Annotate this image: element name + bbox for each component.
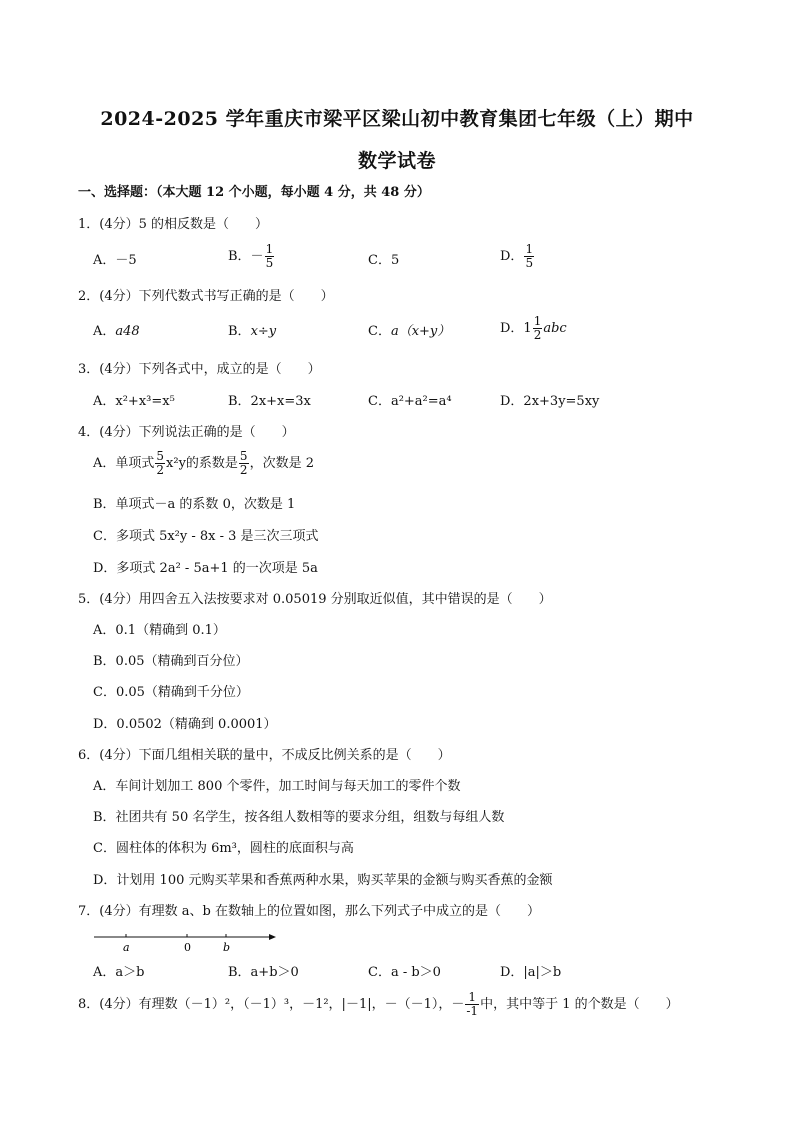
q2-c-prefix: C．	[368, 324, 391, 339]
q1-d-den: 5	[525, 256, 534, 270]
q2-option-b	[228, 323, 276, 341]
q4-a-mid: x²y的系数是	[166, 456, 238, 471]
q4-a-suffix: ，次数是 2	[249, 456, 314, 471]
q4-option-b: B．单项式－a 的系数 0，次数是 1	[93, 497, 296, 512]
question-8-stem	[78, 991, 679, 1018]
label-zero: 0	[184, 941, 191, 954]
q1-d-fraction	[524, 243, 534, 270]
q2-d-fraction	[533, 315, 543, 342]
q2-option-a	[93, 323, 140, 341]
q1-option-c: C．5	[368, 253, 400, 268]
question-4-stem: 4．(4分）下列说法正确的是（ ）	[78, 425, 295, 440]
q2-option-c	[368, 323, 450, 341]
q6-option-d: D．计划用 100 元购买苹果和香蕉两种水果，购买苹果的金额与购买香蕉的金额	[93, 873, 553, 888]
q4-a-prefix: A．单项式	[93, 456, 155, 471]
question-3-stem: 3．(4分）下列各式中，成立的是（ ）	[78, 362, 321, 377]
q1-b-num: 1	[265, 242, 274, 256]
question-5-stem: 5．(4分）用四舍五入法按要求对 0.05019 分别取近似值，其中错误的是（ ）	[78, 592, 552, 607]
q4-a-den2: 2	[239, 463, 248, 477]
q2-d-expr: abc	[543, 321, 567, 336]
q4-a-fraction-2	[239, 450, 249, 477]
q2-b-expr: x÷y	[250, 324, 277, 339]
q7-option-d: D．|a|＞b	[500, 965, 562, 980]
q1-d-prefix: D．	[500, 249, 524, 264]
q2-d-prefix: D．1	[500, 321, 532, 336]
q4-option-c: C．多项式 5x²y - 8x - 3 是三次三项式	[93, 529, 319, 544]
q4-option-d: D．多项式 2a² - 5a+1 的一次项是 5a	[93, 561, 318, 576]
q2-a-expr: a48	[115, 324, 140, 339]
q3-option-a: A．x²+x³=x⁵	[93, 394, 175, 409]
q2-d-den: 2	[533, 328, 542, 342]
q4-option-a	[93, 450, 314, 477]
q4-a-num: 5	[156, 449, 165, 463]
q4-a-fraction-1	[155, 450, 165, 477]
q5-option-b: B．0.05（精确到百分位）	[93, 654, 249, 669]
label-a: a	[123, 941, 130, 954]
q7-option-b: B．a+b＞0	[228, 965, 299, 980]
q7-option-c: C．a - b＞0	[368, 965, 441, 980]
q8-fraction	[465, 991, 479, 1018]
q8-frac-den: -1	[466, 1004, 479, 1018]
number-line-figure	[90, 928, 282, 954]
q4-a-num2: 5	[239, 449, 248, 463]
q3-option-d: D．2x+3y=5xy	[500, 394, 600, 409]
q2-b-prefix: B．	[228, 324, 251, 339]
q5-option-d: D．0.0502（精确到 0.0001）	[93, 717, 277, 732]
q7-option-a: A．a＞b	[93, 965, 145, 980]
q1-option-a: A．－5	[93, 253, 137, 268]
q1-b-den: 5	[265, 256, 274, 270]
q3-option-b: B．2x+x=3x	[228, 394, 311, 409]
q1-b-prefix: B．－	[228, 249, 264, 264]
q8-stem-suffix: 中，其中等于 1 的个数是（ ）	[480, 997, 679, 1012]
q2-c-expr: a（x+y）	[390, 324, 451, 339]
q6-option-b: B．社团共有 50 名学生，按各组人数相等的要求分组，组数与每组人数	[93, 810, 505, 825]
q2-a-prefix: A．	[93, 324, 116, 339]
q1-option-d	[500, 243, 535, 270]
q2-d-num: 1	[533, 314, 542, 328]
section-heading: 一、选择题：（本大题 12 个小题，每小题 4 分，共 48 分）	[78, 185, 430, 200]
q5-option-c: C．0.05（精确到千分位）	[93, 685, 249, 700]
question-1-stem: 1．(4分）5 的相反数是（ ）	[78, 217, 269, 232]
q8-stem-prefix: 8．(4分）有理数（－1）²，（－1）³，－1²，|－1|，－（－1），－	[78, 997, 465, 1012]
label-b: b	[223, 941, 231, 954]
q3-option-c: C．a²+a²=a⁴	[368, 394, 452, 409]
question-6-stem: 6．(4分）下面几组相关联的量中，不成反比例关系的是（ ）	[78, 748, 451, 763]
q4-a-den: 2	[156, 463, 165, 477]
q2-option-d	[500, 315, 567, 342]
q1-option-b	[228, 243, 275, 270]
q6-option-c: C．圆柱体的体积为 6m³，圆柱的底面积与高	[93, 841, 354, 856]
question-7-stem: 7．(4分）有理数 a、b 在数轴上的位置如图，那么下列式子中成立的是（ ）	[78, 904, 540, 919]
q5-option-a: A．0.1（精确到 0.1）	[93, 623, 226, 638]
q8-frac-num: 1	[465, 991, 479, 1005]
q6-option-a: A．车间计划加工 800 个零件，加工时间与每天加工的零件个数	[93, 779, 461, 794]
number-line-arrow	[269, 934, 276, 940]
q1-d-num: 1	[525, 242, 534, 256]
exam-title-line1: 2024-2025 学年重庆市梁平区梁山初中教育集团七年级（上）期中	[100, 108, 694, 130]
exam-title-line2: 数学试卷	[357, 150, 436, 172]
q1-b-fraction	[265, 243, 275, 270]
question-2-stem: 2．(4分）下列代数式书写正确的是（ ）	[78, 289, 334, 304]
